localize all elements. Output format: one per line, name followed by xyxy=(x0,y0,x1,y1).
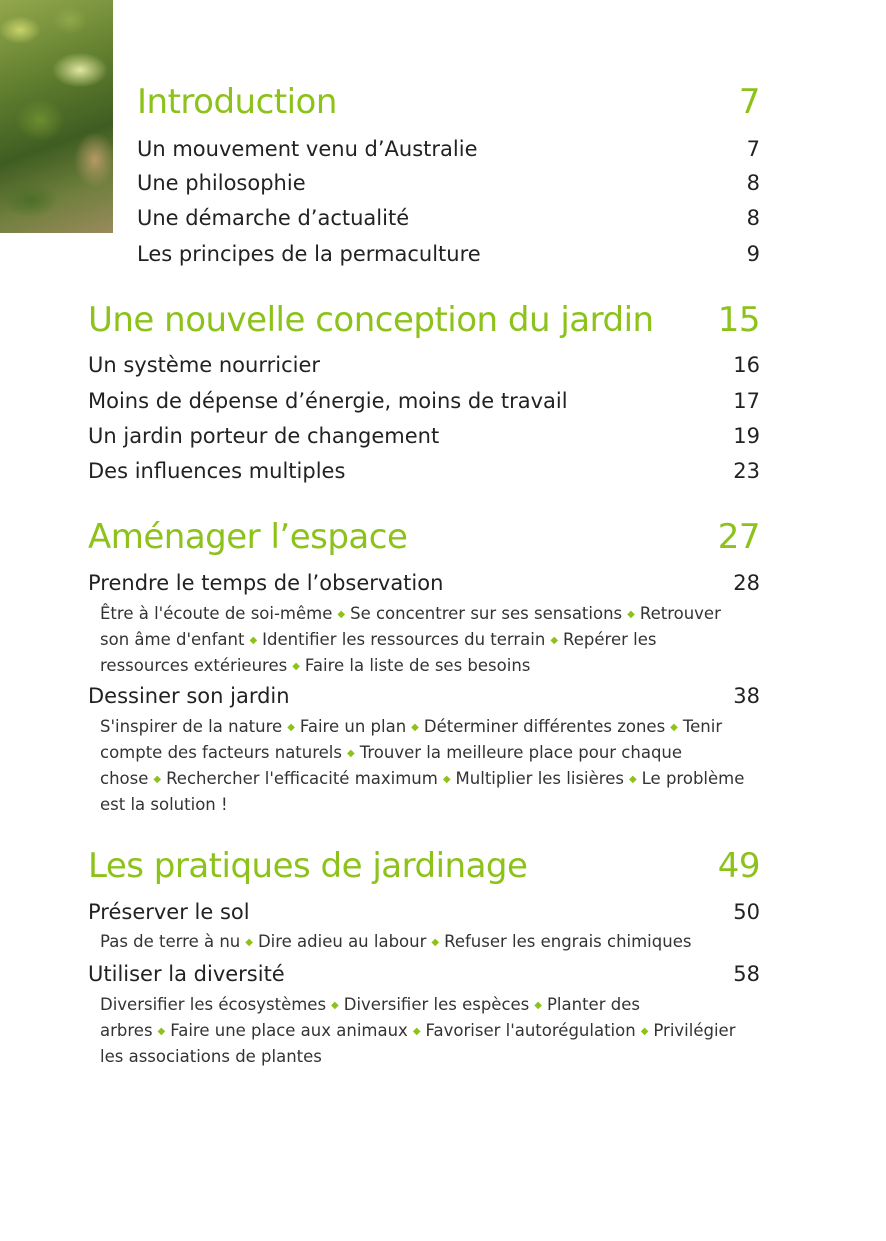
toc-entry[interactable] xyxy=(137,137,760,161)
entry-page: 9 xyxy=(746,242,760,266)
entry-page: 28 xyxy=(733,571,760,595)
entry-label: Dessiner son jardin xyxy=(88,684,290,708)
entry-page: 50 xyxy=(733,900,760,924)
entry-page: 8 xyxy=(746,206,760,230)
subtopic: Dire adieu au labour xyxy=(257,932,427,951)
toc-chapter-heading[interactable] xyxy=(88,846,760,886)
entry-label: Des influences multiples xyxy=(88,459,346,483)
subtopic-list xyxy=(100,714,750,817)
toc-entry[interactable] xyxy=(88,962,760,986)
chapter-title: Les pratiques de jardinage xyxy=(88,846,528,886)
bullet-icon: ◆ xyxy=(670,722,678,733)
toc-entry[interactable] xyxy=(88,684,760,708)
entry-page: 16 xyxy=(733,353,760,377)
toc-entry[interactable] xyxy=(88,459,760,483)
bullet-icon: ◆ xyxy=(627,609,635,620)
subtopic: Multiplier les lisières xyxy=(455,769,624,788)
entry-page: 17 xyxy=(733,389,760,413)
subtopic: Être à l'écoute de soi-même xyxy=(100,604,333,623)
entry-page: 58 xyxy=(733,962,760,986)
bullet-icon: ◆ xyxy=(153,774,162,785)
bullet-icon: ◆ xyxy=(431,937,440,948)
bullet-icon: ◆ xyxy=(442,774,451,785)
entry-page: 19 xyxy=(733,424,760,448)
subtopic: Faire un plan xyxy=(299,717,407,736)
subtopic: S'inspirer de la nature xyxy=(100,717,283,736)
subtopic: Repérer les ressources extérieures xyxy=(100,630,657,675)
toc-entry[interactable] xyxy=(88,424,760,448)
entry-label: Un jardin porteur de changement xyxy=(88,424,440,448)
subtopic: Refuser les engrais chimiques xyxy=(444,932,692,951)
entry-label: Utiliser la diversité xyxy=(88,962,285,986)
toc-entry[interactable] xyxy=(88,900,760,924)
subtopic: Diversifier les écosystèmes xyxy=(100,995,327,1014)
bullet-icon: ◆ xyxy=(157,1026,166,1037)
subtopic-list xyxy=(100,601,750,679)
entry-page: 8 xyxy=(746,171,760,195)
chapter-title: Introduction xyxy=(137,82,337,122)
entry-page: 23 xyxy=(733,459,760,483)
chapter-title: Une nouvelle conception du jardin xyxy=(88,300,654,340)
toc-chapter-heading[interactable] xyxy=(88,517,760,557)
subtopic: Retrouver son âme d'enfant xyxy=(100,604,721,649)
subtopic: Planter des arbres xyxy=(100,995,640,1040)
entry-label: Un mouvement venu d’Australie xyxy=(137,137,478,161)
garden-photo xyxy=(0,0,113,233)
subtopic: Le problème est la solution ! xyxy=(100,769,745,814)
bullet-icon: ◆ xyxy=(287,722,295,733)
toc-entry[interactable] xyxy=(88,571,760,595)
subtopic: Identifier les ressources du terrain xyxy=(262,630,546,649)
subtopic: Diversifier les espèces xyxy=(343,995,530,1014)
bullet-icon: ◆ xyxy=(337,609,346,620)
subtopic: Faire la liste de ses besoins xyxy=(304,656,531,675)
bullet-icon: ◆ xyxy=(245,937,253,948)
subtopic-list xyxy=(100,992,750,1069)
bullet-icon: ◆ xyxy=(411,722,419,733)
chapter-title: Aménager l’espace xyxy=(88,517,408,557)
bullet-icon: ◆ xyxy=(347,748,355,759)
bullet-icon: ◆ xyxy=(249,635,258,646)
entry-label: Les principes de la permaculture xyxy=(137,242,481,266)
entry-label: Une démarche d’actualité xyxy=(137,206,410,230)
subtopic: Faire une place aux animaux xyxy=(170,1021,408,1040)
bullet-icon: ◆ xyxy=(534,1000,542,1011)
chapter-page: 27 xyxy=(717,517,760,557)
entry-label: Une philosophie xyxy=(137,171,306,195)
bullet-icon: ◆ xyxy=(331,1000,339,1011)
subtopic: Tenir compte des facteurs naturels xyxy=(100,717,723,762)
bullet-icon: ◆ xyxy=(412,1026,421,1037)
chapter-page: 49 xyxy=(717,846,760,886)
bullet-icon: ◆ xyxy=(292,661,300,672)
subtopic: Trouver la meilleure place pour chaque chose xyxy=(100,743,683,788)
toc-entry[interactable] xyxy=(88,389,760,413)
entry-page: 38 xyxy=(733,684,760,708)
toc-entry[interactable] xyxy=(88,353,760,377)
toc-chapter-heading[interactable] xyxy=(88,300,760,340)
subtopic-list xyxy=(100,929,750,955)
entry-page: 7 xyxy=(746,137,760,161)
bullet-icon: ◆ xyxy=(550,635,559,646)
subtopic: Rechercher l'efficacité maximum xyxy=(166,769,438,788)
entry-label: Prendre le temps de l’observation xyxy=(88,571,444,595)
bullet-icon: ◆ xyxy=(640,1026,649,1037)
bullet-icon: ◆ xyxy=(628,774,637,785)
subtopic: Favoriser l'autorégulation xyxy=(425,1021,636,1040)
entry-label: Moins de dépense d’énergie, moins de travail xyxy=(88,389,568,413)
subtopic: Pas de terre à nu xyxy=(100,932,241,951)
toc-chapter-heading[interactable] xyxy=(137,82,760,122)
chapter-page: 7 xyxy=(738,82,760,122)
toc-entry[interactable] xyxy=(137,242,760,266)
toc-entry[interactable] xyxy=(137,171,760,195)
toc-entry[interactable] xyxy=(137,206,760,230)
subtopic: Déterminer différentes zones xyxy=(423,717,666,736)
chapter-page: 15 xyxy=(717,300,760,340)
subtopic: Privilégier les associations de plantes xyxy=(100,1021,736,1066)
entry-label: Un système nourricier xyxy=(88,353,321,377)
entry-label: Préserver le sol xyxy=(88,900,250,924)
subtopic: Se concentrer sur ses sensations xyxy=(350,604,623,623)
